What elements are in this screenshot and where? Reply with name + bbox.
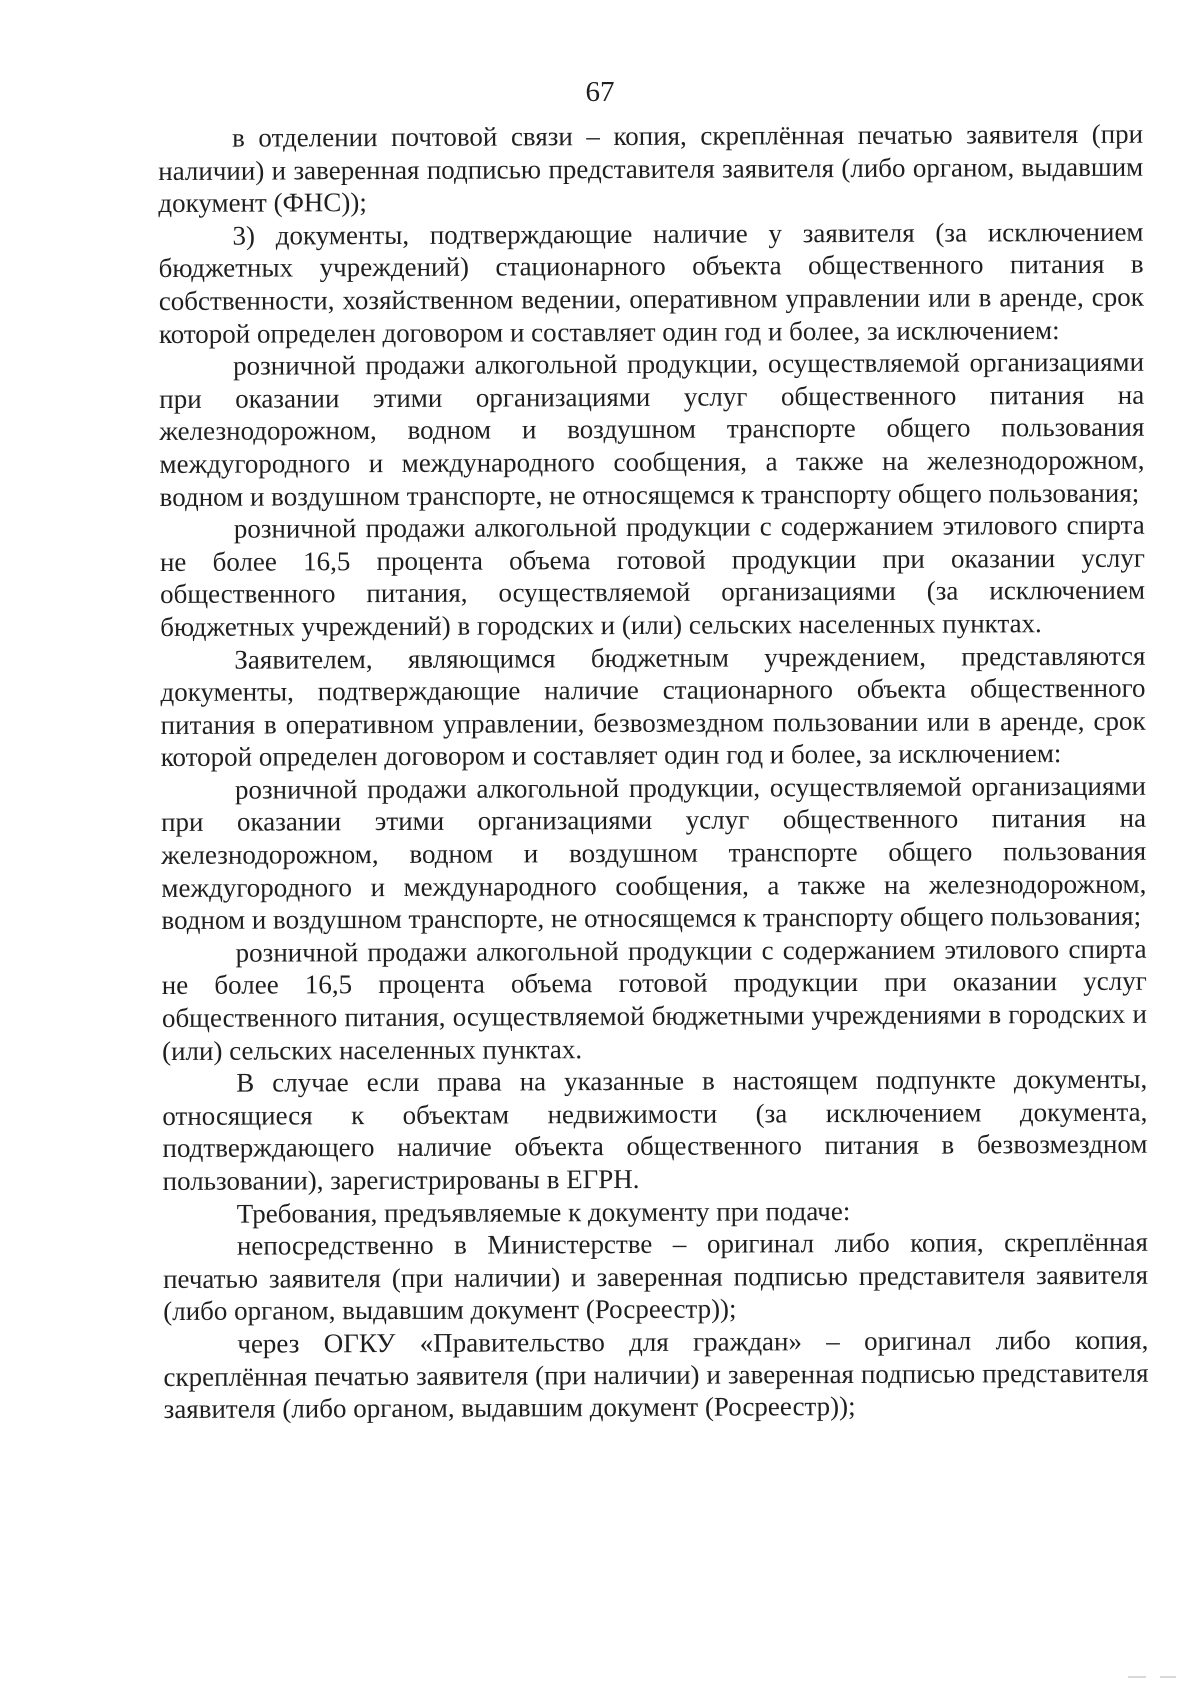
paragraph-ministry-submission: непосредственно в Министерстве – оригинал либо копия, скреплённая печатью заявителя (при наличии) и заверенная подписью представителя заявителя (либо органом, выдавшим документ (Росреестр)); (162, 1226, 1149, 1327)
paragraph-requirements-heading: Требования, предъявляемые к документу при подаче: (236, 1195, 851, 1229)
paragraph-budget-exception-transport: розничной продажи алкогольной продукции, осуществляемой организациями при оказании этими организациями услуг общественного питания на железнодорожном, водном и воздушном транспорте общего пользования междугородного и международного сообщения, а также на железнодорожном, водном и воздушном транспорте, не относящемся к транспорту общего пользования; (160, 770, 1147, 936)
scan-edge-mark-left (1128, 1676, 1146, 1678)
paragraph-ogku-submission: через ОГКУ «Правительство для граждан» – оригинал либо копия, скреплённая печатью заявителя (при наличии) и заверенная подписью представителя заявителя (либо органом, выдавшим документ (Росреестр)); (163, 1324, 1149, 1425)
page-number: 67 (585, 76, 615, 108)
paragraph-budget-institution: Заявителем, являющимся бюджетным учреждением, представляются документы, подтверждающие наличие стационарного объекта общественного питания в оперативном управлении, безвозмездном пользовании или в аренде, срок которой определен договором и составляет один год и более, за исключением: (160, 640, 1146, 773)
paragraph-postal-delivery: в отделении почтовой связи – копия, скреплённая печатью заявителя (при наличии) и заверенная подписью представителя заявителя (либо органом, выдавшим документ (ФНС)); (158, 118, 1144, 219)
paragraph-exception-low-alcohol: розничной продажи алкогольной продукции с содержанием этилового спирта не более 16,5 процента объема готовой продукции при оказании услуг общественного питания, осуществляемой организациями (за исключением бюджетных учреждений) в городских и (или) сельских населенных пунктах. (159, 509, 1146, 642)
paragraph-egrn-registration: В случае если права на указанные в настоящем подпункте документы, относящиеся к объектам недвижимости (за исключением документа, подтверждающего наличие объекта общественного питания в безвозмездном пользовании), зарегистрированы в ЕГРН. (162, 1063, 1148, 1196)
paragraph-item-3: 3) документы, подтверждающие наличие у заявителя (за исключением бюджетных учреждений) стационарного объекта общественного питания в собственности, хозяйственном ведении, оперативном управлении или в аренде, срок которой определен договором и составляет один год и более, за исключением: (158, 216, 1144, 349)
paragraph-exception-transport: розничной продажи алкогольной продукции, осуществляемой организациями при оказании этими организациями услуг общественного питания на железнодорожном, водном и воздушном транспорте общего пользования междугородного и международного сообщения, а также на железнодорожном, водном и воздушном транспорте, не относящемся к транспорту общего пользования; (159, 346, 1145, 512)
document-body (158, 118, 1149, 1426)
paragraph-budget-exception-low-alcohol: розничной продажи алкогольной продукции с содержанием этилового спирта не более 16,5 процента объема готовой продукции при оказании услуг общественного питания, осуществляемой бюджетными учреждениями в городских и (или) сельских населенных пунктах. (161, 933, 1147, 1066)
scan-edge-mark-right (1160, 1676, 1176, 1678)
